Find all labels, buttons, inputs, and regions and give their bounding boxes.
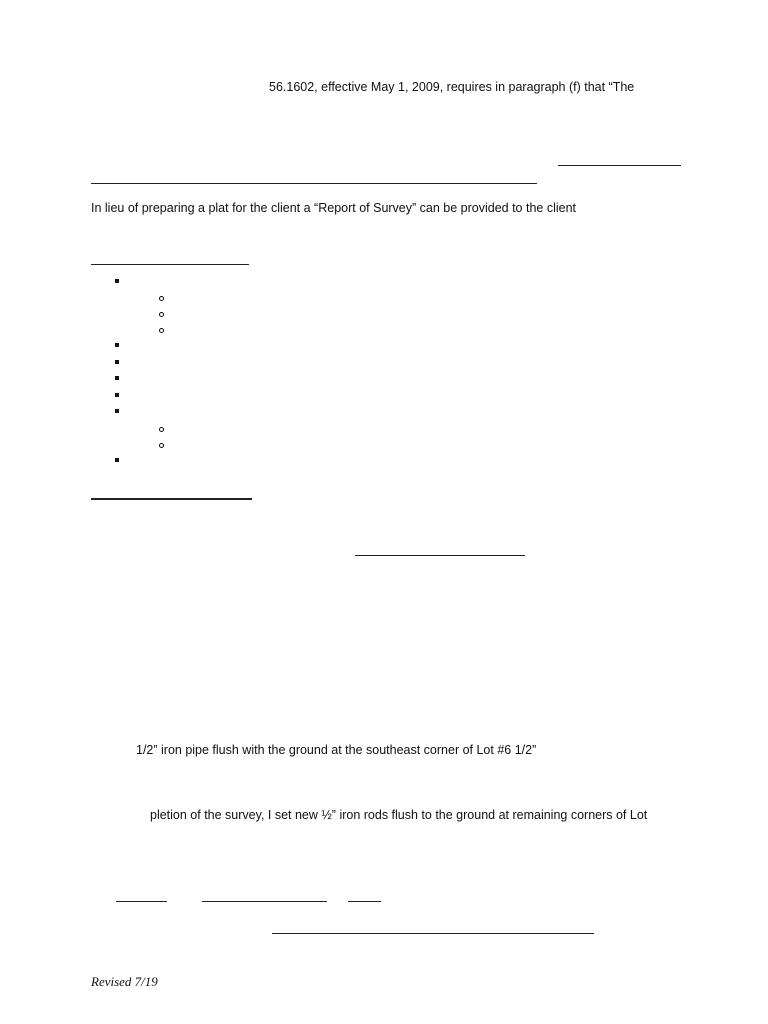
statute-reference-text: 56.1602, effective May 1, 2009, requires in paragraph (f) that “The xyxy=(269,80,635,94)
underline-blank xyxy=(91,183,537,184)
square-bullet-icon xyxy=(115,393,119,397)
signature-blank xyxy=(116,901,167,902)
underline-blank xyxy=(558,165,681,166)
circle-bullet-icon xyxy=(159,312,164,317)
square-bullet-icon xyxy=(115,409,119,413)
circle-bullet-icon xyxy=(159,443,164,448)
circle-bullet-icon xyxy=(159,328,164,333)
square-bullet-icon xyxy=(115,279,119,283)
section-heading-underline xyxy=(91,264,249,265)
square-bullet-icon xyxy=(115,343,119,347)
iron-pipe-text: 1/2” iron pipe flush with the ground at the southeast corner of Lot #6 1/2” xyxy=(136,743,537,757)
section-heading-underline xyxy=(91,498,252,500)
square-bullet-icon xyxy=(115,458,119,462)
signature-line xyxy=(272,933,594,934)
revision-footer: Revised 7/19 xyxy=(91,974,158,989)
underline-blank xyxy=(355,555,525,556)
report-of-survey-text: In lieu of preparing a plat for the client a “Report of Survey” can be provided to the client xyxy=(91,201,576,215)
signature-blank xyxy=(202,901,327,902)
circle-bullet-icon xyxy=(159,427,164,432)
square-bullet-icon xyxy=(115,360,119,364)
circle-bullet-icon xyxy=(159,296,164,301)
signature-blank xyxy=(348,901,381,902)
square-bullet-icon xyxy=(115,376,119,380)
survey-completion-text: pletion of the survey, I set new ½” iron rods flush to the ground at remaining corners of Lot xyxy=(150,808,648,822)
